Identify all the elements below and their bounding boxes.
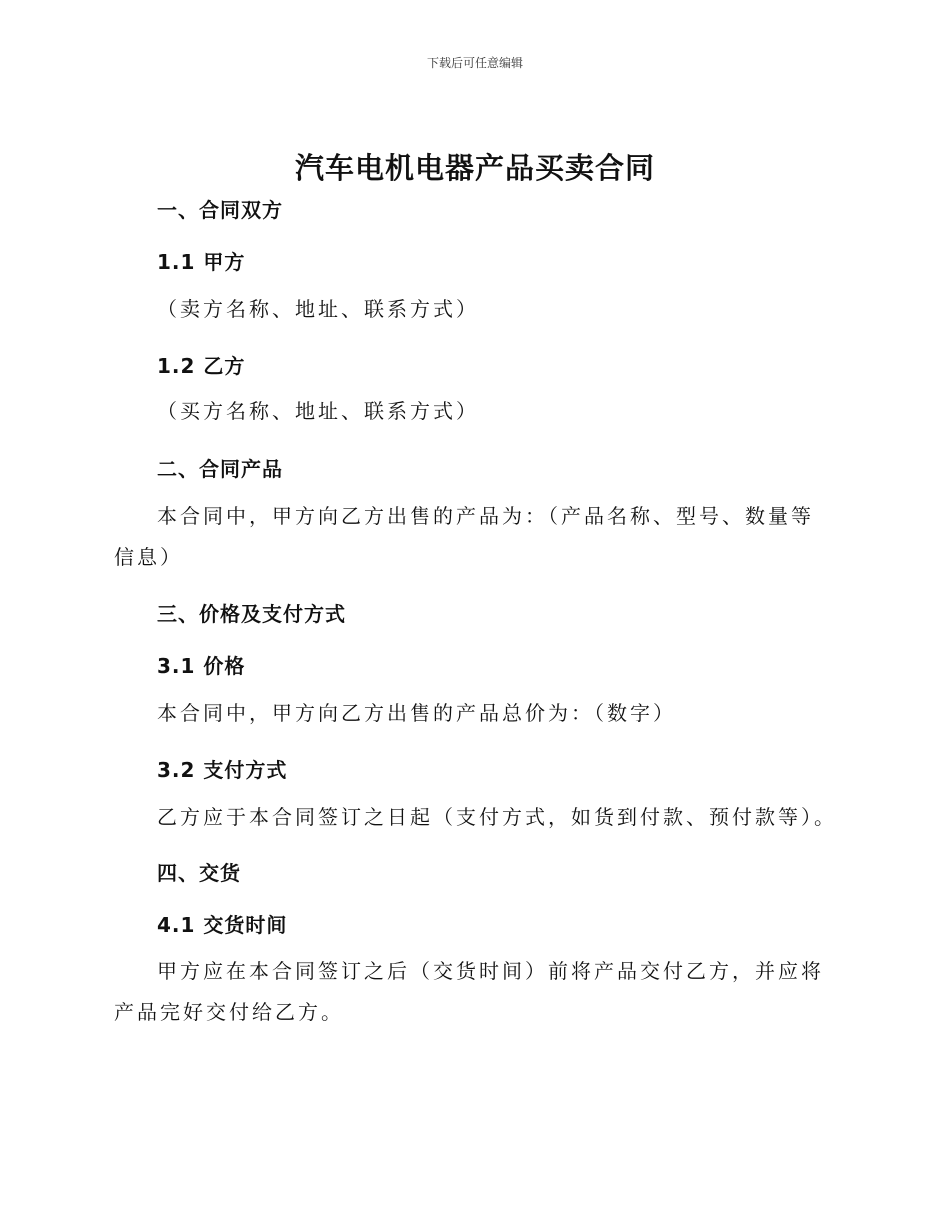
section-4-heading: 四、交货: [157, 861, 241, 885]
header-note: 下载后可任意编辑: [426, 56, 523, 70]
section-3-heading: 三、价格及支付方式: [157, 602, 346, 626]
section-3-2-heading: 3.2 支付方式: [157, 758, 288, 782]
section-1-2-heading: 1.2 乙方: [157, 354, 246, 378]
section-2-heading: 二、合同产品: [157, 457, 283, 481]
section-1-1-heading: 1.1 甲方: [157, 250, 246, 274]
section-4-1-heading: 4.1 交货时间: [157, 913, 288, 937]
section-3-1-heading: 3.1 价格: [157, 654, 246, 678]
section-1-1-text: （卖方名称、地址、联系方式）: [157, 297, 479, 321]
section-1-heading: 一、合同双方: [157, 198, 283, 222]
section-3-1-text: 本合同中，甲方向乙方出售的产品总价为：（数字）: [157, 701, 676, 725]
section-4-1-text: 甲方应在本合同签订之后（交货时间）前将产品交付乙方，并应将产品完好交付给乙方。: [114, 959, 824, 1024]
section-3-2-text: 乙方应于本合同签订之日起（支付方式，如货到付款、预付款等）。: [157, 805, 837, 829]
section-1-2-text: （买方名称、地址、联系方式）: [157, 399, 479, 423]
document-title: 汽车电机电器产品买卖合同: [294, 151, 655, 185]
section-2-text: 本合同中，甲方向乙方出售的产品为：（产品名称、型号、数量等信息）: [114, 504, 814, 569]
